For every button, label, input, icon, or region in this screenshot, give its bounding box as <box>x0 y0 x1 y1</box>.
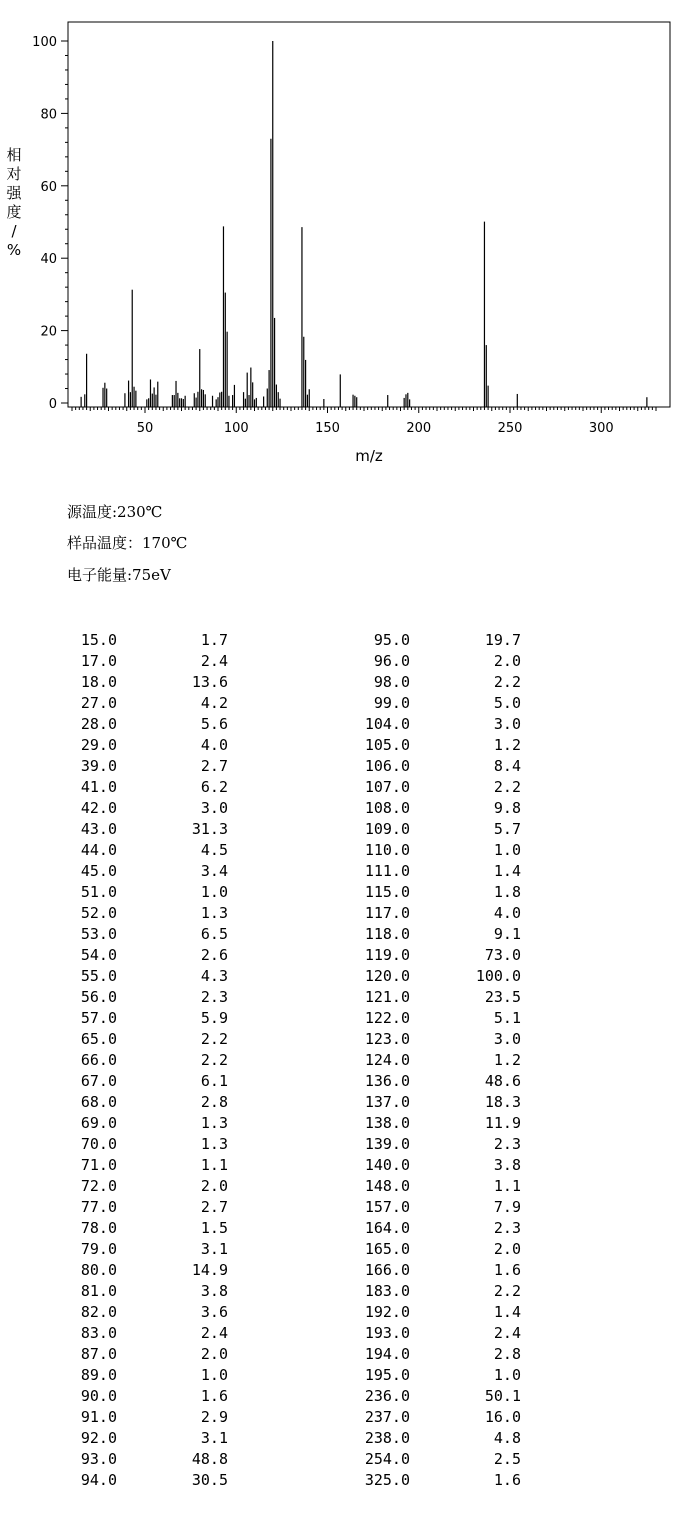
intensity-cell: 5.0 <box>493 694 521 712</box>
intensity-cell: 4.2 <box>200 694 228 712</box>
mz-cell: 27.0 <box>80 694 117 712</box>
mz-cell: 93.0 <box>80 1450 117 1468</box>
intensity-cell: 1.6 <box>493 1471 521 1489</box>
mz-cell: 254.0 <box>364 1450 410 1468</box>
mz-cell: 96.0 <box>373 652 410 670</box>
intensity-cell: 19.7 <box>484 631 521 649</box>
mz-cell: 192.0 <box>364 1303 410 1321</box>
mz-cell: 95.0 <box>373 631 410 649</box>
mz-cell: 83.0 <box>80 1324 117 1342</box>
intensity-cell: 2.8 <box>200 1093 228 1111</box>
intensity-cell: 1.3 <box>200 904 228 922</box>
mz-cell: 18.0 <box>80 673 117 691</box>
mz-cell: 122.0 <box>364 1009 410 1027</box>
mz-cell: 139.0 <box>364 1135 410 1153</box>
intensity-cell: 2.0 <box>493 1240 521 1258</box>
mz-cell: 51.0 <box>80 883 117 901</box>
mz-cell: 15.0 <box>80 631 117 649</box>
mz-cell: 137.0 <box>364 1093 410 1111</box>
intensity-cell: 4.5 <box>200 841 228 859</box>
mz-cell: 123.0 <box>364 1030 410 1048</box>
mz-cell: 183.0 <box>364 1282 410 1300</box>
mz-cell: 89.0 <box>80 1366 117 1384</box>
y-axis-label: 相对强度/ % <box>6 146 22 259</box>
intensity-cell: 7.9 <box>493 1198 521 1216</box>
mz-cell: 106.0 <box>364 757 410 775</box>
intensity-cell: 1.8 <box>493 883 521 901</box>
intensity-cell: 2.7 <box>200 1198 228 1216</box>
intensity-cell: 3.8 <box>493 1156 521 1174</box>
mz-cell: 17.0 <box>80 652 117 670</box>
mz-cell: 140.0 <box>364 1156 410 1174</box>
intensity-cell: 3.1 <box>200 1240 228 1258</box>
x-axis <box>72 407 656 436</box>
mz-cell: 136.0 <box>364 1072 410 1090</box>
intensity-cell: 2.5 <box>493 1450 521 1468</box>
intensity-cell: 2.6 <box>200 946 228 964</box>
x-axis-label: m/z <box>355 447 383 465</box>
mz-cell: 236.0 <box>364 1387 410 1405</box>
mz-cell: 148.0 <box>364 1177 410 1195</box>
mz-cell: 166.0 <box>364 1261 410 1279</box>
mz-cell: 105.0 <box>364 736 410 754</box>
mz-cell: 157.0 <box>364 1198 410 1216</box>
mz-cell: 69.0 <box>80 1114 117 1132</box>
mz-cell: 42.0 <box>80 799 117 817</box>
mz-cell: 82.0 <box>80 1303 117 1321</box>
mz-cell: 90.0 <box>80 1387 117 1405</box>
intensity-cell: 3.1 <box>200 1429 228 1447</box>
mz-cell: 52.0 <box>80 904 117 922</box>
y-axis <box>32 35 68 412</box>
x-tick-label: 150 <box>315 421 340 436</box>
intensity-cell: 1.4 <box>493 1303 521 1321</box>
intensity-cell: 2.3 <box>493 1219 521 1237</box>
mz-cell: 68.0 <box>80 1093 117 1111</box>
mz-cell: 124.0 <box>364 1051 410 1069</box>
mz-cell: 91.0 <box>80 1408 117 1426</box>
intensity-cell: 1.1 <box>493 1177 521 1195</box>
intensity-cell: 1.0 <box>200 1366 228 1384</box>
mz-cell: 78.0 <box>80 1219 117 1237</box>
mz-cell: 111.0 <box>364 862 410 880</box>
mz-cell: 107.0 <box>364 778 410 796</box>
mz-cell: 43.0 <box>80 820 117 838</box>
intensity-cell: 14.9 <box>191 1261 228 1279</box>
intensity-cell: 9.8 <box>493 799 521 817</box>
intensity-cell: 1.2 <box>493 1051 521 1069</box>
intensity-cell: 2.9 <box>200 1408 228 1426</box>
x-tick-label: 100 <box>223 421 249 436</box>
intensity-cell: 9.1 <box>493 925 521 943</box>
y-tick-label: 80 <box>40 107 57 123</box>
intensity-cell: 5.9 <box>200 1009 228 1027</box>
plot-frame <box>68 22 670 407</box>
mz-cell: 237.0 <box>364 1408 410 1426</box>
y-tick-label: 20 <box>40 324 57 340</box>
intensity-cell: 1.6 <box>200 1387 228 1405</box>
intensity-cell: 16.0 <box>484 1408 521 1426</box>
mz-cell: 117.0 <box>364 904 410 922</box>
intensity-cell: 3.0 <box>200 799 228 817</box>
intensity-cell: 5.1 <box>493 1009 521 1027</box>
x-tick-label: 300 <box>588 421 614 436</box>
intensity-cell: 6.2 <box>200 778 228 796</box>
intensity-cell: 1.4 <box>493 862 521 880</box>
mz-cell: 29.0 <box>80 736 117 754</box>
intensity-cell: 2.0 <box>200 1177 228 1195</box>
intensity-cell: 1.5 <box>200 1219 228 1237</box>
x-tick-label: 200 <box>406 421 432 436</box>
source-temperature: 源温度:230℃ <box>67 503 163 521</box>
intensity-cell: 4.8 <box>493 1429 521 1447</box>
mz-cell: 81.0 <box>80 1282 117 1300</box>
mz-cell: 55.0 <box>80 967 117 985</box>
intensity-cell: 1.3 <box>200 1135 228 1153</box>
intensity-cell: 2.4 <box>200 652 228 670</box>
mz-cell: 99.0 <box>373 694 410 712</box>
intensity-cell: 4.0 <box>200 736 228 754</box>
mz-cell: 72.0 <box>80 1177 117 1195</box>
mz-cell: 165.0 <box>364 1240 410 1258</box>
y-tick-label: 100 <box>32 35 57 50</box>
intensity-cell: 1.3 <box>200 1114 228 1132</box>
intensity-cell: 1.2 <box>493 736 521 754</box>
sample-temperature: 样品温度：170℃ <box>67 534 188 552</box>
mz-cell: 92.0 <box>80 1429 117 1447</box>
intensity-cell: 73.0 <box>484 946 521 964</box>
intensity-cell: 23.5 <box>484 988 521 1006</box>
mz-cell: 138.0 <box>364 1114 410 1132</box>
mz-cell: 65.0 <box>80 1030 117 1048</box>
mz-cell: 77.0 <box>80 1198 117 1216</box>
mz-cell: 80.0 <box>80 1261 117 1279</box>
mz-cell: 120.0 <box>364 967 410 985</box>
intensity-cell: 2.4 <box>200 1324 228 1342</box>
mz-cell: 193.0 <box>364 1324 410 1342</box>
intensity-cell: 50.1 <box>484 1387 521 1405</box>
mz-cell: 115.0 <box>364 883 410 901</box>
electron-energy: 电子能量:75eV <box>67 566 171 584</box>
intensity-cell: 1.1 <box>200 1156 228 1174</box>
intensity-cell: 3.0 <box>493 1030 521 1048</box>
intensity-cell: 18.3 <box>484 1093 521 1111</box>
mz-cell: 57.0 <box>80 1009 117 1027</box>
intensity-cell: 3.8 <box>200 1282 228 1300</box>
intensity-cell: 1.0 <box>493 841 521 859</box>
mz-cell: 45.0 <box>80 862 117 880</box>
mz-cell: 41.0 <box>80 778 117 796</box>
intensity-cell: 13.6 <box>191 673 228 691</box>
y-tick-label: 0 <box>48 397 57 412</box>
intensity-cell: 3.0 <box>493 715 521 733</box>
intensity-cell: 2.2 <box>493 778 521 796</box>
x-tick-label: 250 <box>497 421 523 436</box>
mz-cell: 119.0 <box>364 946 410 964</box>
intensity-cell: 2.7 <box>200 757 228 775</box>
intensity-cell: 31.3 <box>191 820 228 838</box>
mz-cell: 118.0 <box>364 925 410 943</box>
intensity-cell: 2.2 <box>200 1051 228 1069</box>
mz-cell: 121.0 <box>364 988 410 1006</box>
intensity-cell: 5.7 <box>493 820 521 838</box>
intensity-cell: 2.0 <box>200 1345 228 1363</box>
intensity-cell: 2.3 <box>493 1135 521 1153</box>
intensity-cell: 6.5 <box>200 925 228 943</box>
mz-cell: 39.0 <box>80 757 117 775</box>
intensity-cell: 2.4 <box>493 1324 521 1342</box>
mz-cell: 56.0 <box>80 988 117 1006</box>
mz-cell: 108.0 <box>364 799 410 817</box>
mz-cell: 238.0 <box>364 1429 410 1447</box>
mz-cell: 79.0 <box>80 1240 117 1258</box>
intensity-cell: 1.6 <box>493 1261 521 1279</box>
mz-cell: 28.0 <box>80 715 117 733</box>
intensity-cell: 48.8 <box>191 1450 228 1468</box>
mz-cell: 110.0 <box>364 841 410 859</box>
intensity-cell: 3.4 <box>200 862 228 880</box>
peak-bars <box>81 41 647 407</box>
intensity-cell: 2.8 <box>493 1345 521 1363</box>
y-tick-label: 60 <box>40 179 57 195</box>
mz-cell: 104.0 <box>364 715 410 733</box>
intensity-cell: 1.0 <box>200 883 228 901</box>
intensity-cell: 2.3 <box>200 988 228 1006</box>
intensity-cell: 3.6 <box>200 1303 228 1321</box>
intensity-cell: 4.0 <box>493 904 521 922</box>
mz-cell: 71.0 <box>80 1156 117 1174</box>
mz-cell: 53.0 <box>80 925 117 943</box>
mz-cell: 67.0 <box>80 1072 117 1090</box>
mz-cell: 164.0 <box>364 1219 410 1237</box>
intensity-cell: 100.0 <box>475 967 521 985</box>
mz-cell: 109.0 <box>364 820 410 838</box>
intensity-cell: 5.6 <box>200 715 228 733</box>
intensity-cell: 8.4 <box>493 757 521 775</box>
intensity-cell: 1.7 <box>200 631 228 649</box>
mz-cell: 87.0 <box>80 1345 117 1363</box>
mz-cell: 54.0 <box>80 946 117 964</box>
mz-cell: 194.0 <box>364 1345 410 1363</box>
mz-cell: 94.0 <box>80 1471 117 1489</box>
intensity-cell: 30.5 <box>191 1471 228 1489</box>
intensity-cell: 2.2 <box>200 1030 228 1048</box>
mz-cell: 325.0 <box>364 1471 410 1489</box>
mz-cell: 66.0 <box>80 1051 117 1069</box>
intensity-cell: 2.2 <box>493 673 521 691</box>
mz-cell: 98.0 <box>373 673 410 691</box>
intensity-cell: 4.3 <box>200 967 228 985</box>
y-tick-label: 40 <box>40 252 57 268</box>
intensity-cell: 2.2 <box>493 1282 521 1300</box>
intensity-cell: 6.1 <box>200 1072 228 1090</box>
intensity-cell: 1.0 <box>493 1366 521 1384</box>
x-tick-label: 50 <box>136 421 154 436</box>
intensity-cell: 11.9 <box>484 1114 521 1132</box>
mz-cell: 195.0 <box>364 1366 410 1384</box>
intensity-cell: 2.0 <box>493 652 521 670</box>
mz-cell: 70.0 <box>80 1135 117 1153</box>
mass-spectrum-chart <box>0 0 679 480</box>
intensity-cell: 48.6 <box>484 1072 521 1090</box>
mz-cell: 44.0 <box>80 841 117 859</box>
